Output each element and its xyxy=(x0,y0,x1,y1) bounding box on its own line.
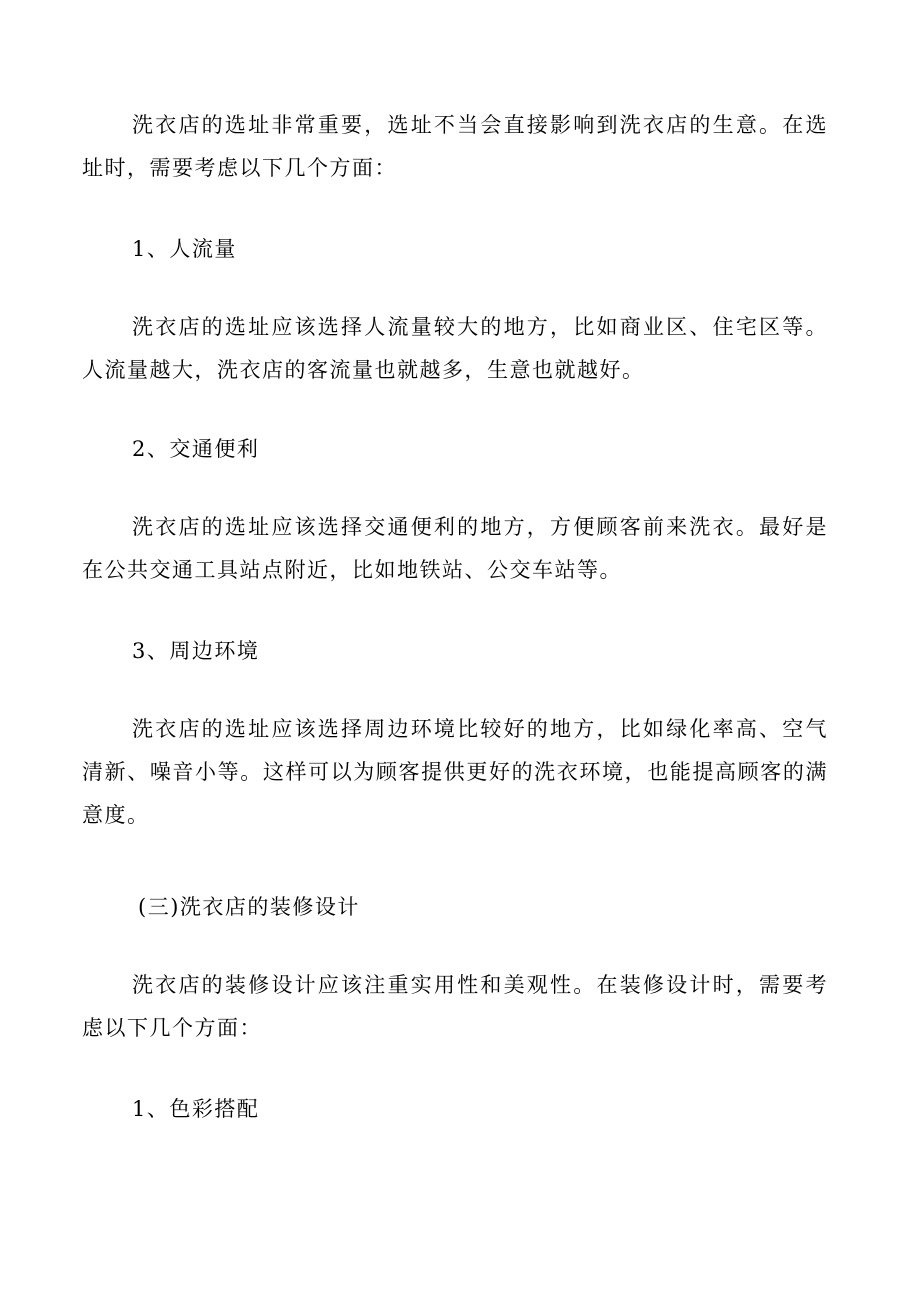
paragraph-foot-traffic: 洗衣店的选址应该选择人流量较大的地方，比如商业区、住宅区等。人流量越大，洗衣店的客流量也就越多，生意也就越好。 xyxy=(82,315,828,382)
paragraph-site-selection-intro: 洗衣店的选址非常重要，选址不当会直接影响到洗衣店的生意。在选址时，需要考虑以下几个方面： xyxy=(82,113,828,180)
heading-environment: 3、周边环境 xyxy=(132,639,260,663)
heading-color-scheme: 1、色彩搭配 xyxy=(132,1097,260,1121)
heading-transport: 2、交通便利 xyxy=(132,437,260,461)
heading-foot-traffic: 1、人流量 xyxy=(132,237,237,261)
paragraph-environment: 洗衣店的选址应该选择周边环境比较好的地方，比如绿化率高、空气清新、噪音小等。这样可以为顾客提供更好的洗衣环境，也能提高顾客的满意度。 xyxy=(82,717,828,827)
paragraph-transport: 洗衣店的选址应该选择交通便利的地方，方便顾客前来洗衣。最好是在公共交通工具站点附近，比如地铁站、公交车站等。 xyxy=(82,515,828,582)
section-heading-decoration: (三)洗衣店的装修设计 xyxy=(138,895,360,919)
paragraph-decoration-intro: 洗衣店的装修设计应该注重实用性和美观性。在装修设计时，需要考虑以下几个方面： xyxy=(82,973,828,1040)
